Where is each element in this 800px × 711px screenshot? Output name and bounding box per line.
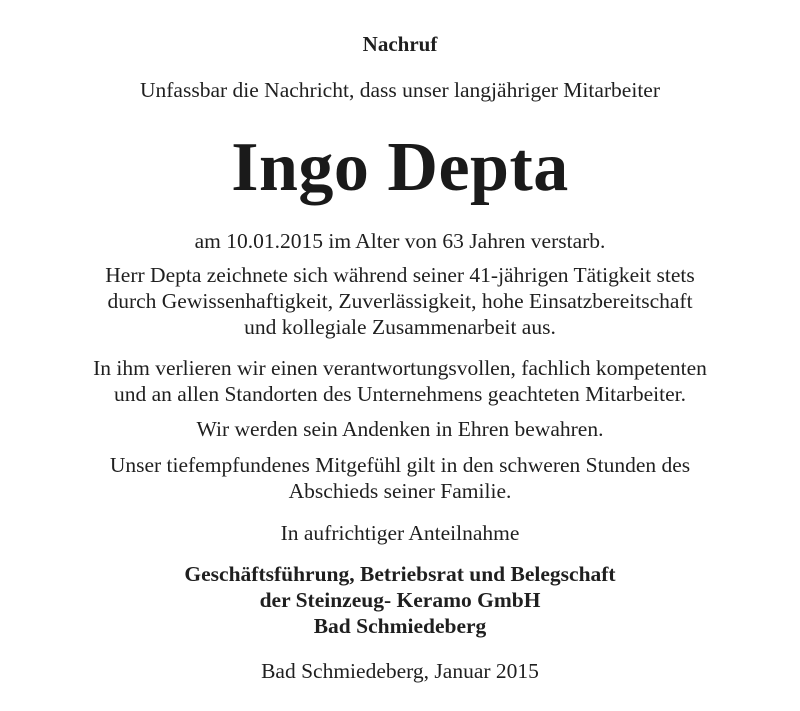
deceased-name: Ingo Depta	[231, 129, 569, 206]
sympathy-line: Abschieds seiner Familie.	[288, 479, 512, 503]
tribute-line: Herr Depta zeichnete sich während seiner 41-jährigen Tätigkeit stets	[105, 263, 695, 287]
signature-line: Geschäftsführung, Betriebsrat und Belegschaft	[184, 562, 616, 586]
intro-text: Unfassbar die Nachricht, dass unser langjähriger Mitarbeiter	[140, 78, 660, 102]
signature-line: der Steinzeug- Keramo GmbH	[259, 588, 541, 612]
sympathy-paragraph	[0, 452, 800, 504]
signature-block	[0, 561, 800, 639]
loss-paragraph	[0, 355, 800, 407]
condolence-line: In aufrichtiger Anteilnahme	[280, 521, 520, 545]
sympathy-line: Unser tiefempfundenes Mitgefühl gilt in den schweren Stunden des	[109, 453, 691, 477]
tribute-line: und kollegiale Zusammenarbeit aus.	[244, 315, 556, 339]
loss-line: In ihm verlieren wir einen verantwortungsvollen, fachlich kompetenten	[93, 356, 707, 380]
signature-line: Bad Schmiedeberg	[313, 614, 487, 638]
tribute-line: durch Gewissenhaftigkeit, Zuverlässigkeit, hohe Einsatzbereitschaft	[107, 289, 693, 313]
remembrance-line: Wir werden sein Andenken in Ehren bewahren.	[196, 417, 604, 441]
tribute-paragraph	[0, 262, 800, 340]
death-date-line: am 10.01.2015 im Alter von 63 Jahren verstarb.	[194, 229, 606, 253]
notice-title: Nachruf	[362, 32, 438, 56]
loss-line: und an allen Standorten des Unternehmens geachteten Mitarbeiter.	[114, 382, 686, 406]
place-date: Bad Schmiedeberg, Januar 2015	[261, 659, 539, 683]
